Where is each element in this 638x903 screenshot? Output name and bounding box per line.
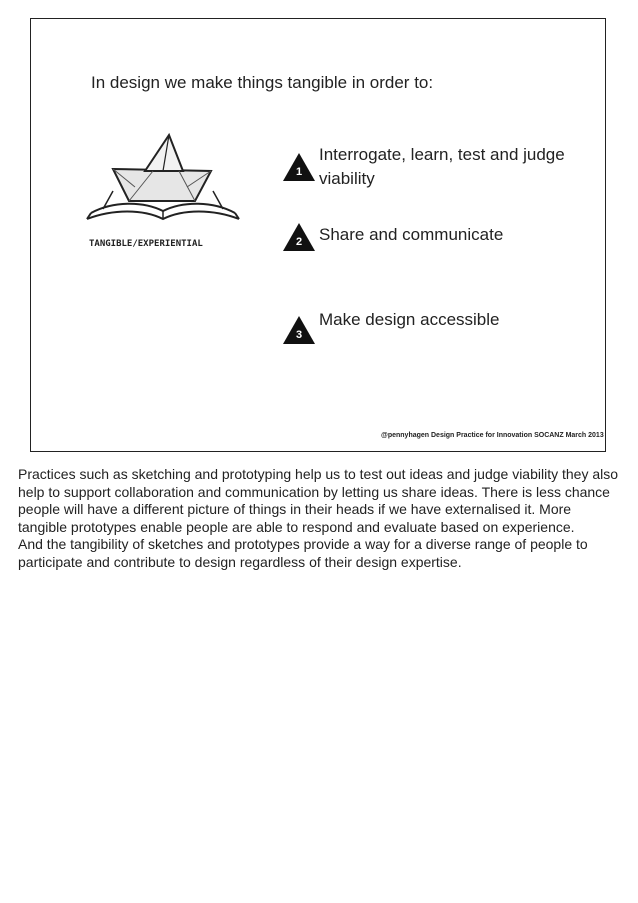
speaker-notes <box>18 466 622 571</box>
boat-on-book-icon <box>83 131 243 251</box>
point-number: 2 <box>295 236 303 248</box>
point-text: Interrogate, learn, test and judge viability <box>319 145 565 188</box>
slide-title: In design we make things tangible in order to: <box>91 73 434 92</box>
triangle-badge-icon <box>283 223 315 251</box>
point-number: 3 <box>295 329 303 341</box>
slide <box>30 18 606 452</box>
point-text: Share and communicate <box>319 225 504 244</box>
triangle-badge-icon <box>283 316 315 344</box>
paper-boat-book-illustration <box>83 131 243 251</box>
notes-paragraph: And the tangibility of sketches and prototypes provide a way for a diverse range of people to participate and contribute to design regardless of their design expertise. <box>18 536 588 570</box>
point-number: 1 <box>295 166 303 178</box>
triangle-badge-icon <box>283 153 315 181</box>
slide-credit: @pennyhagen Design Practice for Innovation SOCANZ March 2013 <box>381 432 604 439</box>
point-text: Make design accessible <box>319 310 500 329</box>
notes-paragraph: Practices such as sketching and prototyping help us to test out ideas and judge viability they also help to support collaboration and communication by letting us share ideas. There is less chance people will have a different picture of things in their heads if we have externalised it. More tangible prototypes enable people are able to respond and evaluate based on experience. <box>18 466 619 535</box>
illustration-caption: TANGIBLE/EXPERIENTIAL <box>89 239 203 249</box>
